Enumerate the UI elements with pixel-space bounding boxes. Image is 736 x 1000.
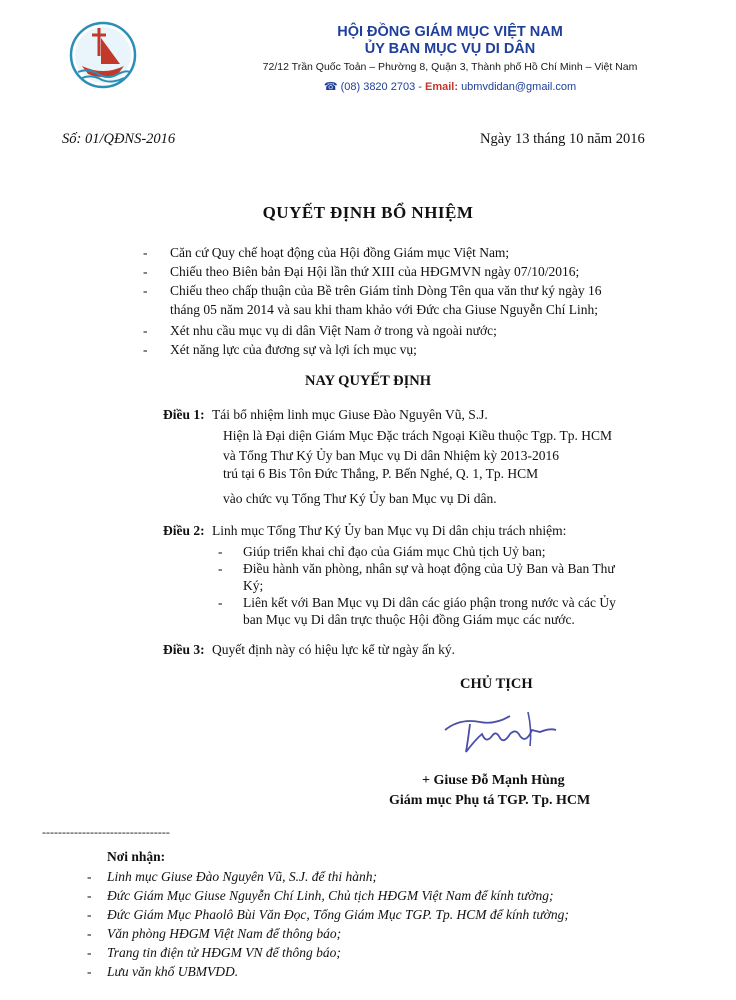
- article-2-item: Điều hành văn phòng, nhân sự và hoạt động của Uỷ Ban và Ban Thư: [243, 561, 615, 576]
- article-1-line: và Tổng Thư Ký Ủy ban Mục vụ Di dân Nhiệm kỳ 2013-2016: [223, 448, 560, 463]
- signer-name: + Giuse Đỗ Mạnh Hùng: [422, 773, 565, 788]
- address: 72/12 Trần Quốc Toản – Phường 8, Quận 3, Thành phố Hồ Chí Minh – Việt Nam: [262, 61, 638, 73]
- recipient-item: Trang tin điện tử HĐGM VN để thông báo;: [107, 945, 341, 960]
- signer-position: Giám mục Phụ tá TGP. Tp. HCM: [389, 793, 591, 808]
- article-1-label: Điều 1:: [163, 407, 205, 422]
- committee-name: ỦY BAN MỤC VỤ DI DÂN: [364, 41, 536, 57]
- signature-image: [440, 700, 560, 760]
- recipient-item: Văn phòng HĐGM Việt Nam để thông báo;: [107, 926, 342, 941]
- recipient-item: Linh mục Giuse Đào Nguyên Vũ, S.J. để thi hành;: [107, 869, 377, 884]
- basis-3-cont: tháng 05 năm 2014 và sau khi tham khảo với Đức cha Giuse Nguyễn Chí Linh;: [170, 302, 599, 317]
- doc-date: Ngày 13 tháng 10 năm 2016: [480, 131, 645, 147]
- article-2-item: Liên kết với Ban Mục vụ Di dân các giáo phận trong nước và các Ủy: [243, 595, 616, 610]
- doc-number: Số: 01/QĐNS-2016: [62, 131, 176, 147]
- basis-2: Chiếu theo Biên bản Đại Hội lần thứ XIII của HĐGMVN ngày 07/10/2016;: [170, 264, 580, 279]
- decide-heading: NAY QUYẾT ĐỊNH: [305, 373, 431, 389]
- email-label: Email:: [424, 81, 458, 93]
- article-1-line: vào chức vụ Tổng Thư Ký Ủy ban Mục vụ Di dân.: [223, 491, 497, 506]
- basis-4: Xét nhu cầu mục vụ di dân Việt Nam ở trong và ngoài nước;: [170, 323, 497, 338]
- article-1-line: Hiện là Đại diện Giám Mục Đặc trách Ngoại Kiều thuộc Tgp. Tp. HCM: [223, 428, 613, 443]
- article-1-line: trú tại 6 Bis Tôn Đức Thắng, P. Bến Nghé, Q. 1, Tp. HCM: [223, 466, 539, 481]
- basis-5: Xét năng lực của đương sự và lợi ích mục vụ;: [170, 342, 417, 357]
- article-2-item-cont: ban Mục vụ Di dân trực thuộc Hội đồng Giám mục các nước.: [243, 612, 575, 627]
- separator: --------------------------------: [42, 825, 170, 839]
- article-2-label: Điều 2:: [163, 523, 205, 538]
- basis-3: Chiếu theo chấp thuận của Bề trên Giám tỉnh Dòng Tên qua văn thư ký ngày 16: [170, 283, 602, 298]
- article-2-item: Giúp triển khai chỉ đạo của Giám mục Chủ tịch Uỷ ban;: [243, 544, 546, 559]
- basis-1: Căn cứ Quy chế hoạt động của Hội đồng Giám mục Việt Nam;: [170, 245, 510, 260]
- cross-boat-logo-icon: [68, 20, 138, 90]
- recipient-item: Đức Giám Mục Giuse Nguyễn Chí Linh, Chủ tịch HĐGM Việt Nam để kính tường;: [107, 888, 554, 903]
- logo: [68, 20, 138, 90]
- phone-icon: ☎: [323, 81, 338, 93]
- recipients-heading: Nơi nhận:: [107, 849, 166, 864]
- article-2-item-cont: Ký;: [243, 578, 264, 593]
- email[interactable]: ubmvdidan@gmail.com: [461, 81, 577, 93]
- org-name: HỘI ĐỒNG GIÁM MỤC VIỆT NAM: [337, 24, 563, 40]
- recipient-item: Lưu văn khố UBMVDD.: [107, 964, 239, 979]
- article-2-intro: Linh mục Tổng Thư Ký Ủy ban Mục vụ Di dân chịu trách nhiệm:: [212, 523, 567, 538]
- recipient-item: Đức Giám Mục Phaolô Bùi Văn Đọc, Tổng Giám Mục TGP. Tp. HCM để kính tường;: [107, 907, 569, 922]
- article-1-line: Tái bổ nhiệm linh mục Giuse Đào Nguyên Vũ, S.J.: [212, 407, 488, 422]
- signature-icon: [440, 700, 560, 760]
- article-3-text: Quyết định này có hiệu lực kể từ ngày ấn ký.: [212, 642, 455, 657]
- contact-line: ☎ (08) 3820 2703 - Email: ubmvdidan@gmail.com: [323, 81, 577, 93]
- page-title: QUYẾT ĐỊNH BỔ NHIỆM: [262, 203, 474, 222]
- phone: (08) 3820 2703: [340, 81, 416, 93]
- signer-role: CHỦ TỊCH: [460, 676, 533, 692]
- article-3-label: Điều 3:: [163, 642, 205, 657]
